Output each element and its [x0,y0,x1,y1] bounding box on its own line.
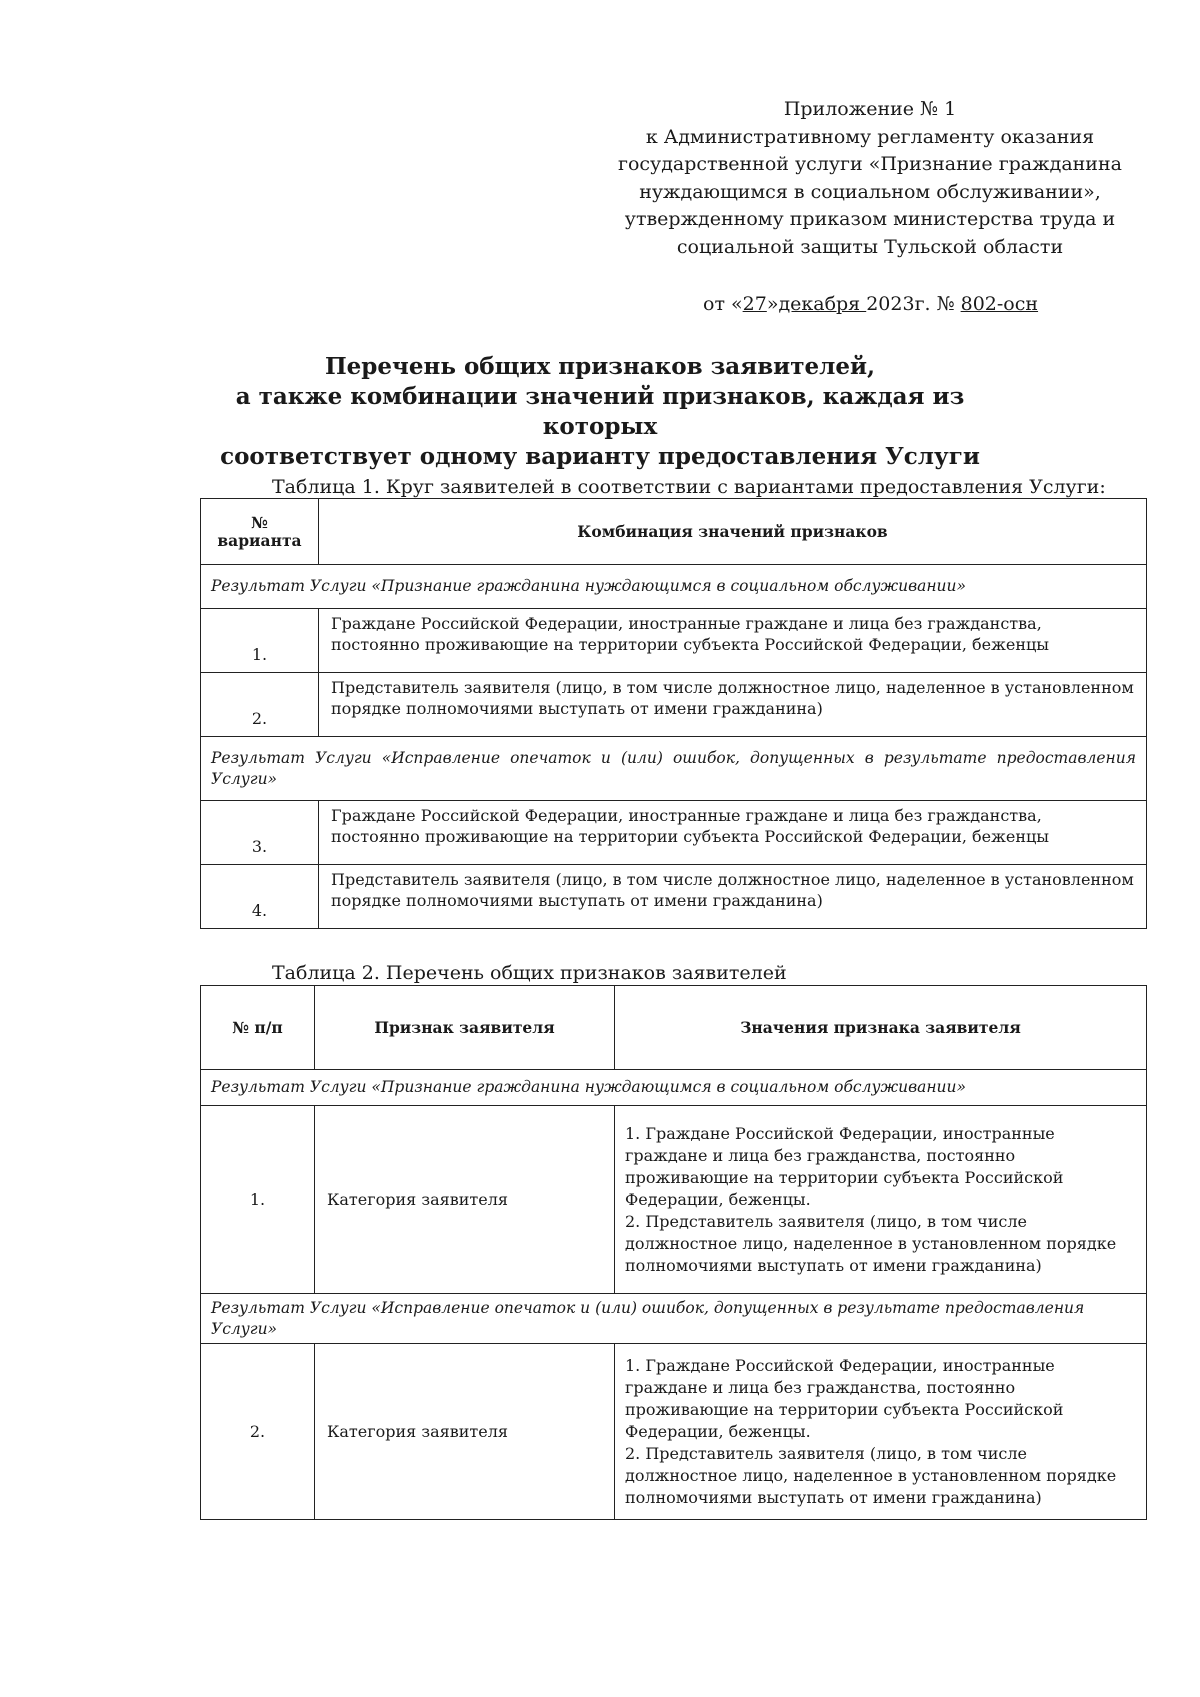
table2-section-row [201,1294,1147,1344]
table2-row-num: 1. [201,1106,315,1294]
document-title [200,352,1000,472]
title-line: а также комбинации значений признаков, каждая из которых [235,383,965,440]
appendix-line: нуждающимся в социальном обслуживании», [639,180,1101,203]
appendix-line: утвержденному приказом министерства труда и [624,208,1116,230]
table2-caption: Таблица 2. Перечень общих признаков заявителей [272,962,787,984]
order-reference [703,293,1038,315]
title-line: соответствует одному варианту предоставления Услуги [220,443,980,470]
table1-header-num: № варианта [201,499,319,565]
table-row [201,609,1147,673]
appendix-header [600,96,1140,261]
table1-section-title: Результат Услуги «Исправление опечаток и (или) ошибок, допущенных в результате предоставления Услуги» [201,737,1147,801]
table2-header-num: № п/п [201,986,315,1070]
order-day: 27 [742,293,767,315]
order-prefix: от « [703,293,743,315]
table2-row-attribute: Категория заявителя [315,1344,615,1520]
table2-value-item: 1. Граждане Российской Федерации, иностранные граждане и лица без гражданства, постоянно проживающие на территории субъекта Российской Федерации, беженцы. [625,1355,1064,1441]
table1-row-text: Граждане Российской Федерации, иностранные граждане и лица без гражданства, постоянно проживающие на территории субъекта Российской Федерации, беженцы [319,801,1147,865]
table1-section-row [201,565,1147,609]
table1-row-num: 2. [201,673,319,737]
table2-header-attribute: Признак заявителя [315,986,615,1070]
table2-row-attribute: Категория заявителя [315,1106,615,1294]
table1-row-text: Граждане Российской Федерации, иностранные граждане и лица без гражданства, постоянно проживающие на территории субъекта Российской Федерации, беженцы [319,609,1147,673]
table2-row-values [615,1106,1147,1294]
table-row [201,1106,1147,1294]
table1-section-row [201,737,1147,801]
table1-row-num: 4. [201,865,319,929]
order-year: 2023г. № [866,293,961,315]
table1-header-row [201,499,1147,565]
appendix-line: социальной защиты Тульской области [676,235,1064,258]
table2-value-item: 2. Представитель заявителя (лицо, в том числе должностное лицо, наделенное в установленном порядке полномочиями выступать от имени гражданина) [625,1443,1117,1507]
table2-value-item: 2. Представитель заявителя (лицо, в том числе должностное лицо, наделенное в установленном порядке полномочиями выступать от имени гражданина) [625,1211,1117,1275]
table2-header-values: Значения признака заявителя [615,986,1147,1070]
table-row [201,801,1147,865]
table1-row-num: 3. [201,801,319,865]
appendix-line: Приложение № 1 [783,98,957,120]
table2-section-title: Результат Услуги «Признание гражданина нуждающимся в социальном обслуживании» [201,1070,1147,1106]
order-mid: » [766,293,779,315]
table1-section-title: Результат Услуги «Признание гражданина нуждающимся в социальном обслуживании» [201,565,1147,609]
table2-row-num: 2. [201,1344,315,1520]
table-row [201,673,1147,737]
table-row [201,1344,1147,1520]
table2-value-item: 1. Граждане Российской Федерации, иностранные граждане и лица без гражданства, постоянно проживающие на территории субъекта Российской Федерации, беженцы. [625,1123,1064,1209]
table2-section-title: Результат Услуги «Исправление опечаток и (или) ошибок, допущенных в результате предоставления Услуги» [201,1294,1147,1344]
table2-section-row [201,1070,1147,1106]
table2-header-row [201,986,1147,1070]
table-row [201,865,1147,929]
table2-row-values [615,1344,1147,1520]
appendix-line: государственной услуги «Признание гражданина [618,153,1122,175]
title-line: Перечень общих признаков заявителей, [324,353,876,380]
order-month: декабря [778,293,867,315]
table1-caption: Таблица 1. Круг заявителей в соответствии с вариантами предоставления Услуги: [272,476,1106,498]
table1-header-combination: Комбинация значений признаков [319,499,1147,565]
order-number: 802-осн [960,293,1039,315]
table1 [200,498,1147,929]
appendix-line: к Административному регламенту оказания [645,125,1095,148]
table1-row-text: Представитель заявителя (лицо, в том числе должностное лицо, наделенное в установленном порядке полномочиями выступать от имени гражданина) [319,865,1147,929]
table1-row-text: Представитель заявителя (лицо, в том числе должностное лицо, наделенное в установленном порядке полномочиями выступать от имени гражданина) [319,673,1147,737]
table1-row-num: 1. [201,609,319,673]
table2 [200,985,1147,1520]
